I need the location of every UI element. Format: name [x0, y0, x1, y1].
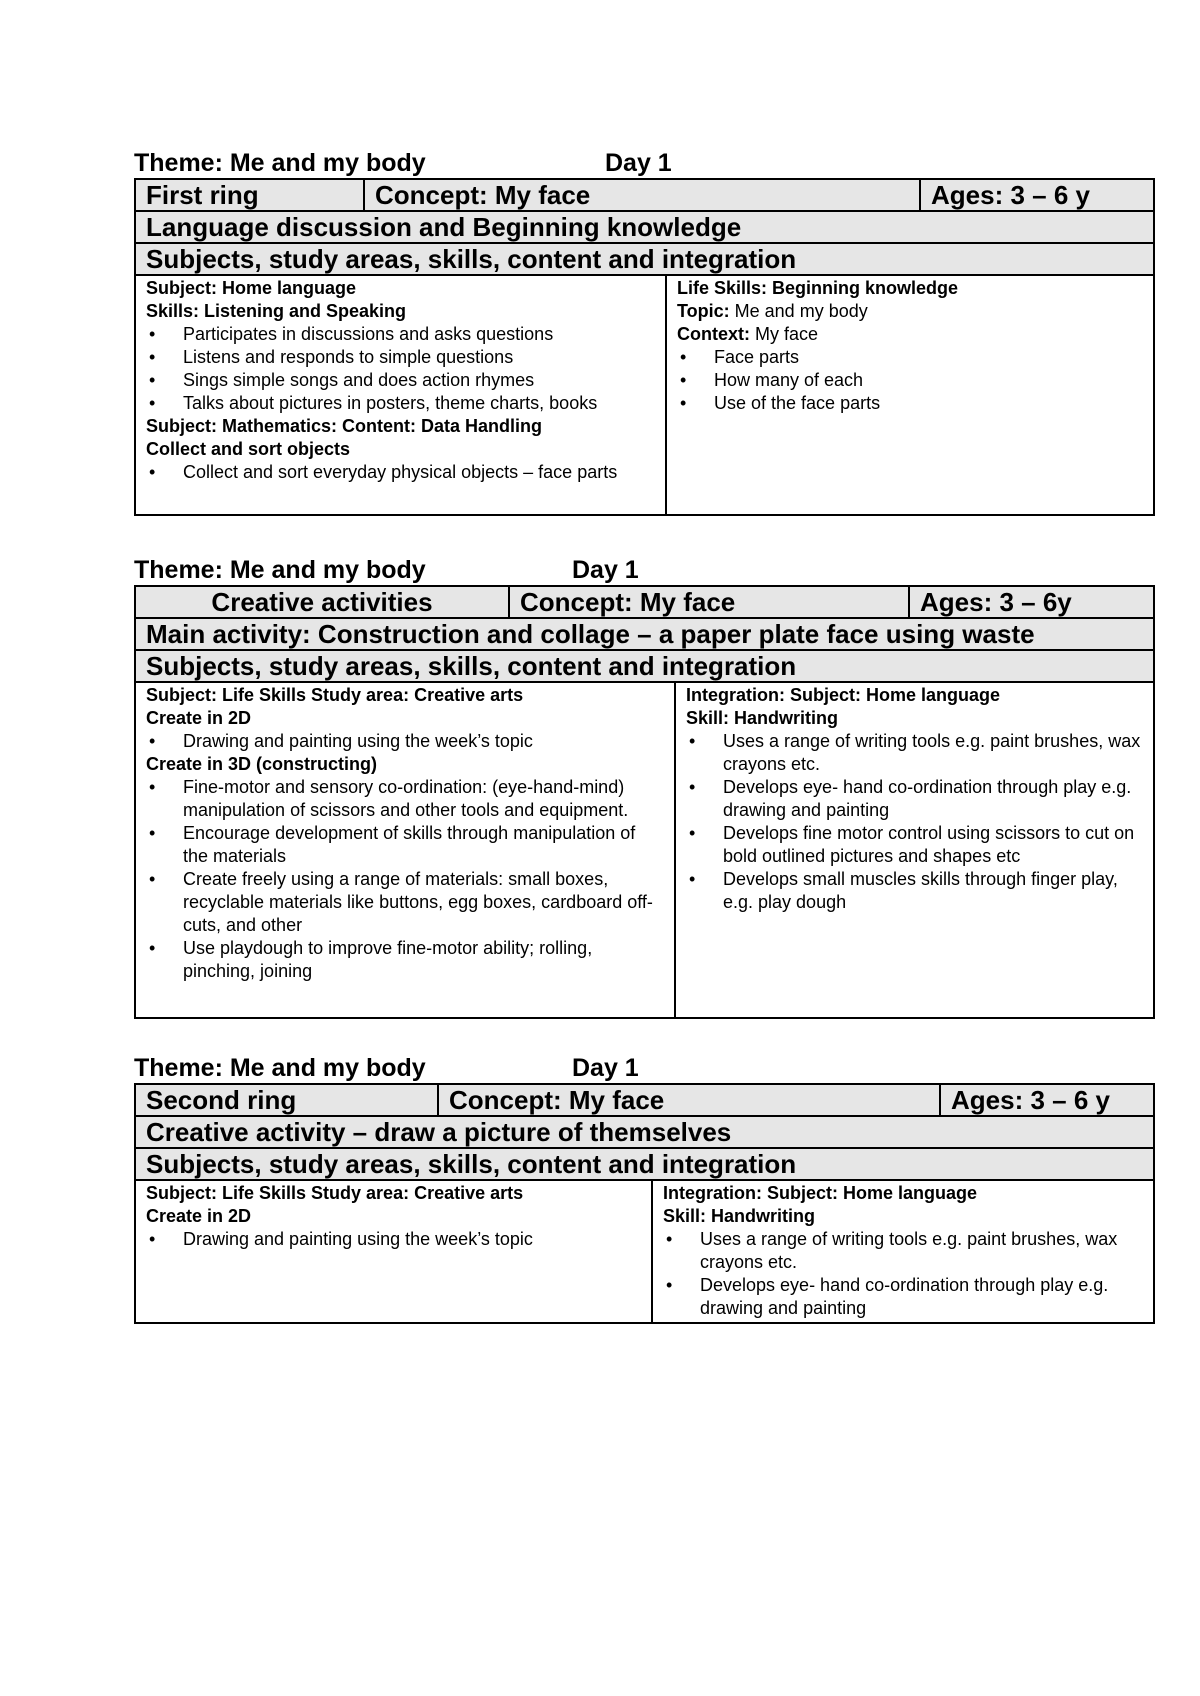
- theme-line: [134, 148, 1153, 178]
- activity-row: Creative activity – draw a picture of themselves: [135, 1116, 1154, 1148]
- ages-cell: Ages: 3 – 6y: [909, 586, 1154, 618]
- create-2d-heading: Create in 2D: [146, 708, 252, 728]
- topic-label: Topic:: [677, 301, 730, 321]
- subjects-row: Subjects, study areas, skills, content and integration: [135, 1148, 1154, 1180]
- handwriting-list: [686, 730, 1143, 914]
- plan-table: [134, 1083, 1155, 1324]
- theme-title: Theme: Me and my body: [134, 556, 426, 584]
- day-label: Day 1: [572, 1054, 639, 1082]
- activity-row: Main activity: Construction and collage – a paper plate face using waste: [135, 618, 1154, 650]
- right-content-cell: [675, 682, 1154, 1018]
- context-label: Context:: [677, 324, 750, 344]
- subject-heading: Subject: Life Skills Study area: Creative arts: [146, 685, 524, 705]
- list-item: • Collect and sort everyday physical objects – face parts: [146, 461, 655, 484]
- left-content-cell: [135, 275, 666, 515]
- topic-value: Me and my body: [729, 301, 868, 321]
- lesson-plan-first-ring: [134, 148, 1153, 516]
- math-list: [146, 461, 655, 484]
- subject-heading: Subject: Life Skills Study area: Creative arts: [146, 1183, 524, 1203]
- list-item: • Participates in discussions and asks questions: [146, 323, 655, 346]
- left-content-cell: [135, 1180, 652, 1323]
- list-item: • Drawing and painting using the week’s topic: [146, 730, 664, 753]
- life-skills-heading: Life Skills: Beginning knowledge: [677, 278, 959, 298]
- create-2d-list: [146, 1228, 641, 1251]
- ring-cell: Second ring: [135, 1084, 438, 1116]
- plan-table: [134, 585, 1155, 1019]
- create-2d-heading: Create in 2D: [146, 1206, 252, 1226]
- ages-cell: Ages: 3 – 6 y: [940, 1084, 1154, 1116]
- integration-heading: Integration: Subject: Home language: [663, 1183, 978, 1203]
- create-2d-list: [146, 730, 664, 753]
- list-item: • Develops eye- hand co-ordination through play e.g. drawing and painting: [663, 1274, 1143, 1320]
- list-item: • Create freely using a range of materials: small boxes, recyclable materials like buttons, egg boxes, cardboard off-cuts, and other: [146, 868, 664, 937]
- theme-title: Theme: Me and my body: [134, 149, 426, 177]
- list-item: • Use of the face parts: [677, 392, 1143, 415]
- face-parts-list: [677, 346, 1143, 415]
- list-item: • Sings simple songs and does action rhymes: [146, 369, 655, 392]
- list-item: • Listens and responds to simple questions: [146, 346, 655, 369]
- list-item: • Talks about pictures in posters, theme charts, books: [146, 392, 655, 415]
- skill-heading: Skill: Handwriting: [663, 1206, 816, 1226]
- skills-list: [146, 323, 655, 415]
- concept-cell: Concept: My face: [438, 1084, 940, 1116]
- list-item: • Use playdough to improve fine-motor ability; rolling, pinching, joining: [146, 937, 664, 983]
- topic-line: [677, 300, 1143, 323]
- context-line: [677, 323, 1143, 346]
- list-item: • Drawing and painting using the week’s topic: [146, 1228, 641, 1251]
- ring-cell: First ring: [135, 179, 364, 211]
- create-3d-list: [146, 776, 664, 983]
- list-item: • Encourage development of skills through manipulation of the materials: [146, 822, 664, 868]
- theme-title: Theme: Me and my body: [134, 1054, 426, 1082]
- create-3d-heading: Create in 3D (constructing): [146, 754, 378, 774]
- subjects-row: Subjects, study areas, skills, content and integration: [135, 650, 1154, 682]
- right-content-cell: [666, 275, 1154, 515]
- list-item: • How many of each: [677, 369, 1143, 392]
- handwriting-list: [663, 1228, 1143, 1320]
- right-content-cell: [652, 1180, 1154, 1323]
- theme-line: [134, 1053, 1153, 1083]
- subject-heading: Subject: Home language: [146, 278, 357, 298]
- list-item: • Fine-motor and sensory co-ordination: (eye-hand-mind) manipulation of scissors and other tools and equipment.: [146, 776, 664, 822]
- list-item: • Develops fine motor control using scissors to cut on bold outlined pictures and shapes etc: [686, 822, 1143, 868]
- integration-heading: Integration: Subject: Home language: [686, 685, 1001, 705]
- skills-heading: Skills: Listening and Speaking: [146, 301, 407, 321]
- concept-cell: Concept: My face: [509, 586, 909, 618]
- math-subheading: Collect and sort objects: [146, 439, 351, 459]
- list-item: • Face parts: [677, 346, 1143, 369]
- skill-heading: Skill: Handwriting: [686, 708, 839, 728]
- theme-line: [134, 555, 1153, 585]
- subjects-row: Subjects, study areas, skills, content and integration: [135, 243, 1154, 275]
- activity-row: Language discussion and Beginning knowledge: [135, 211, 1154, 243]
- day-label: Day 1: [605, 149, 672, 177]
- lesson-plan-second-ring: [134, 1053, 1153, 1324]
- context-value: My face: [750, 324, 819, 344]
- lesson-plan-creative-activities: [134, 555, 1153, 1019]
- list-item: • Develops small muscles skills through finger play, e.g. play dough: [686, 868, 1143, 914]
- list-item: • Develops eye- hand co-ordination through play e.g. drawing and painting: [686, 776, 1143, 822]
- subject-heading-math: Subject: Mathematics: Content: Data Handling: [146, 416, 543, 436]
- concept-cell: Concept: My face: [364, 179, 920, 211]
- list-item: • Uses a range of writing tools e.g. paint brushes, wax crayons etc.: [663, 1228, 1143, 1274]
- ages-cell: Ages: 3 – 6 y: [920, 179, 1154, 211]
- day-label: Day 1: [572, 556, 639, 584]
- ring-cell: Creative activities: [135, 586, 509, 618]
- list-item: • Uses a range of writing tools e.g. paint brushes, wax crayons etc.: [686, 730, 1143, 776]
- left-content-cell: [135, 682, 675, 1018]
- plan-table: [134, 178, 1155, 516]
